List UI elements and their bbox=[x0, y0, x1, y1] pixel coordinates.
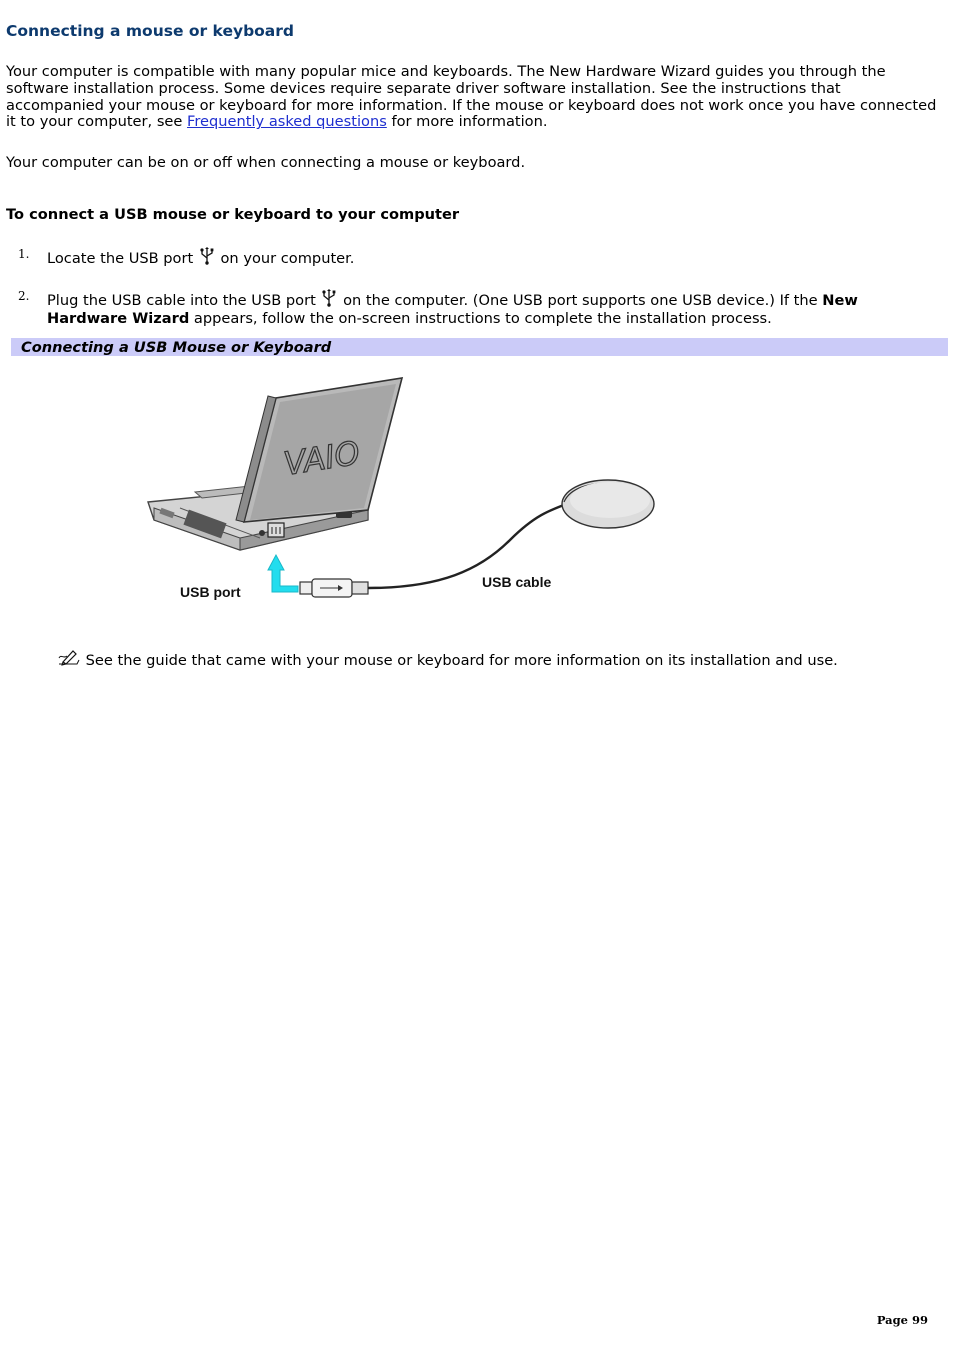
mouse-drawing bbox=[562, 480, 654, 528]
tip-text: See the guide that came with your mouse or keyboard for more information on its installation and use. bbox=[85, 652, 838, 669]
wizard-name: New Hardware Wizard bbox=[47, 292, 858, 327]
laptop-drawing bbox=[148, 378, 402, 550]
figure-caption: Connecting a USB Mouse or Keyboard bbox=[21, 339, 332, 356]
usb-port-icon bbox=[198, 247, 216, 265]
laptop-brand-logo: VAIO bbox=[281, 433, 363, 483]
step-text-part: on your computer. bbox=[215, 250, 355, 267]
step-text-part: Plug the USB cable into the USB port bbox=[47, 292, 321, 309]
page-number: Page 99 bbox=[876, 1313, 928, 1327]
intro-text-end: for more information. bbox=[386, 113, 548, 131]
usb-port-icon bbox=[320, 289, 338, 307]
usb-connection-illustration bbox=[140, 370, 680, 615]
page-title: Connecting a mouse or keyboard bbox=[6, 22, 295, 40]
power-note: Your computer can be on or off when connecting a mouse or keyboard. bbox=[6, 154, 526, 171]
intro-text: Your computer is compatible with many popular mice and keyboards. The New Hardware Wizard guides you through the software installation process. Some devices require separate driver software installation. See the instructions that accompanied your mouse or keyboard for more information. If the mouse or keyboard does not work once you have connected it to your computer, see bbox=[6, 63, 937, 131]
port-arrow bbox=[268, 555, 298, 592]
step-number: 1. bbox=[18, 247, 30, 261]
faq-link[interactable]: Frequently asked questions bbox=[187, 113, 387, 131]
step-text-part: on the computer. (One USB port supports one USB device.) If the bbox=[338, 292, 823, 309]
figure-caption-bar bbox=[11, 338, 948, 356]
usb-plug-drawing bbox=[300, 579, 368, 597]
step-text bbox=[47, 289, 927, 328]
step-text-part: appears, follow the on-screen instructions to complete the installation process. bbox=[189, 310, 772, 327]
intro-paragraph bbox=[6, 64, 941, 131]
note-pencil-icon bbox=[57, 648, 81, 668]
step-text bbox=[47, 247, 927, 268]
usb-port-label: USB port bbox=[180, 584, 241, 600]
usb-cable-label: USB cable bbox=[482, 574, 552, 590]
procedure-heading: To connect a USB mouse or keyboard to your computer bbox=[6, 206, 460, 223]
step-text-part: Locate the USB port bbox=[47, 250, 198, 267]
tip-note bbox=[57, 648, 937, 670]
step-number: 2. bbox=[18, 289, 30, 303]
